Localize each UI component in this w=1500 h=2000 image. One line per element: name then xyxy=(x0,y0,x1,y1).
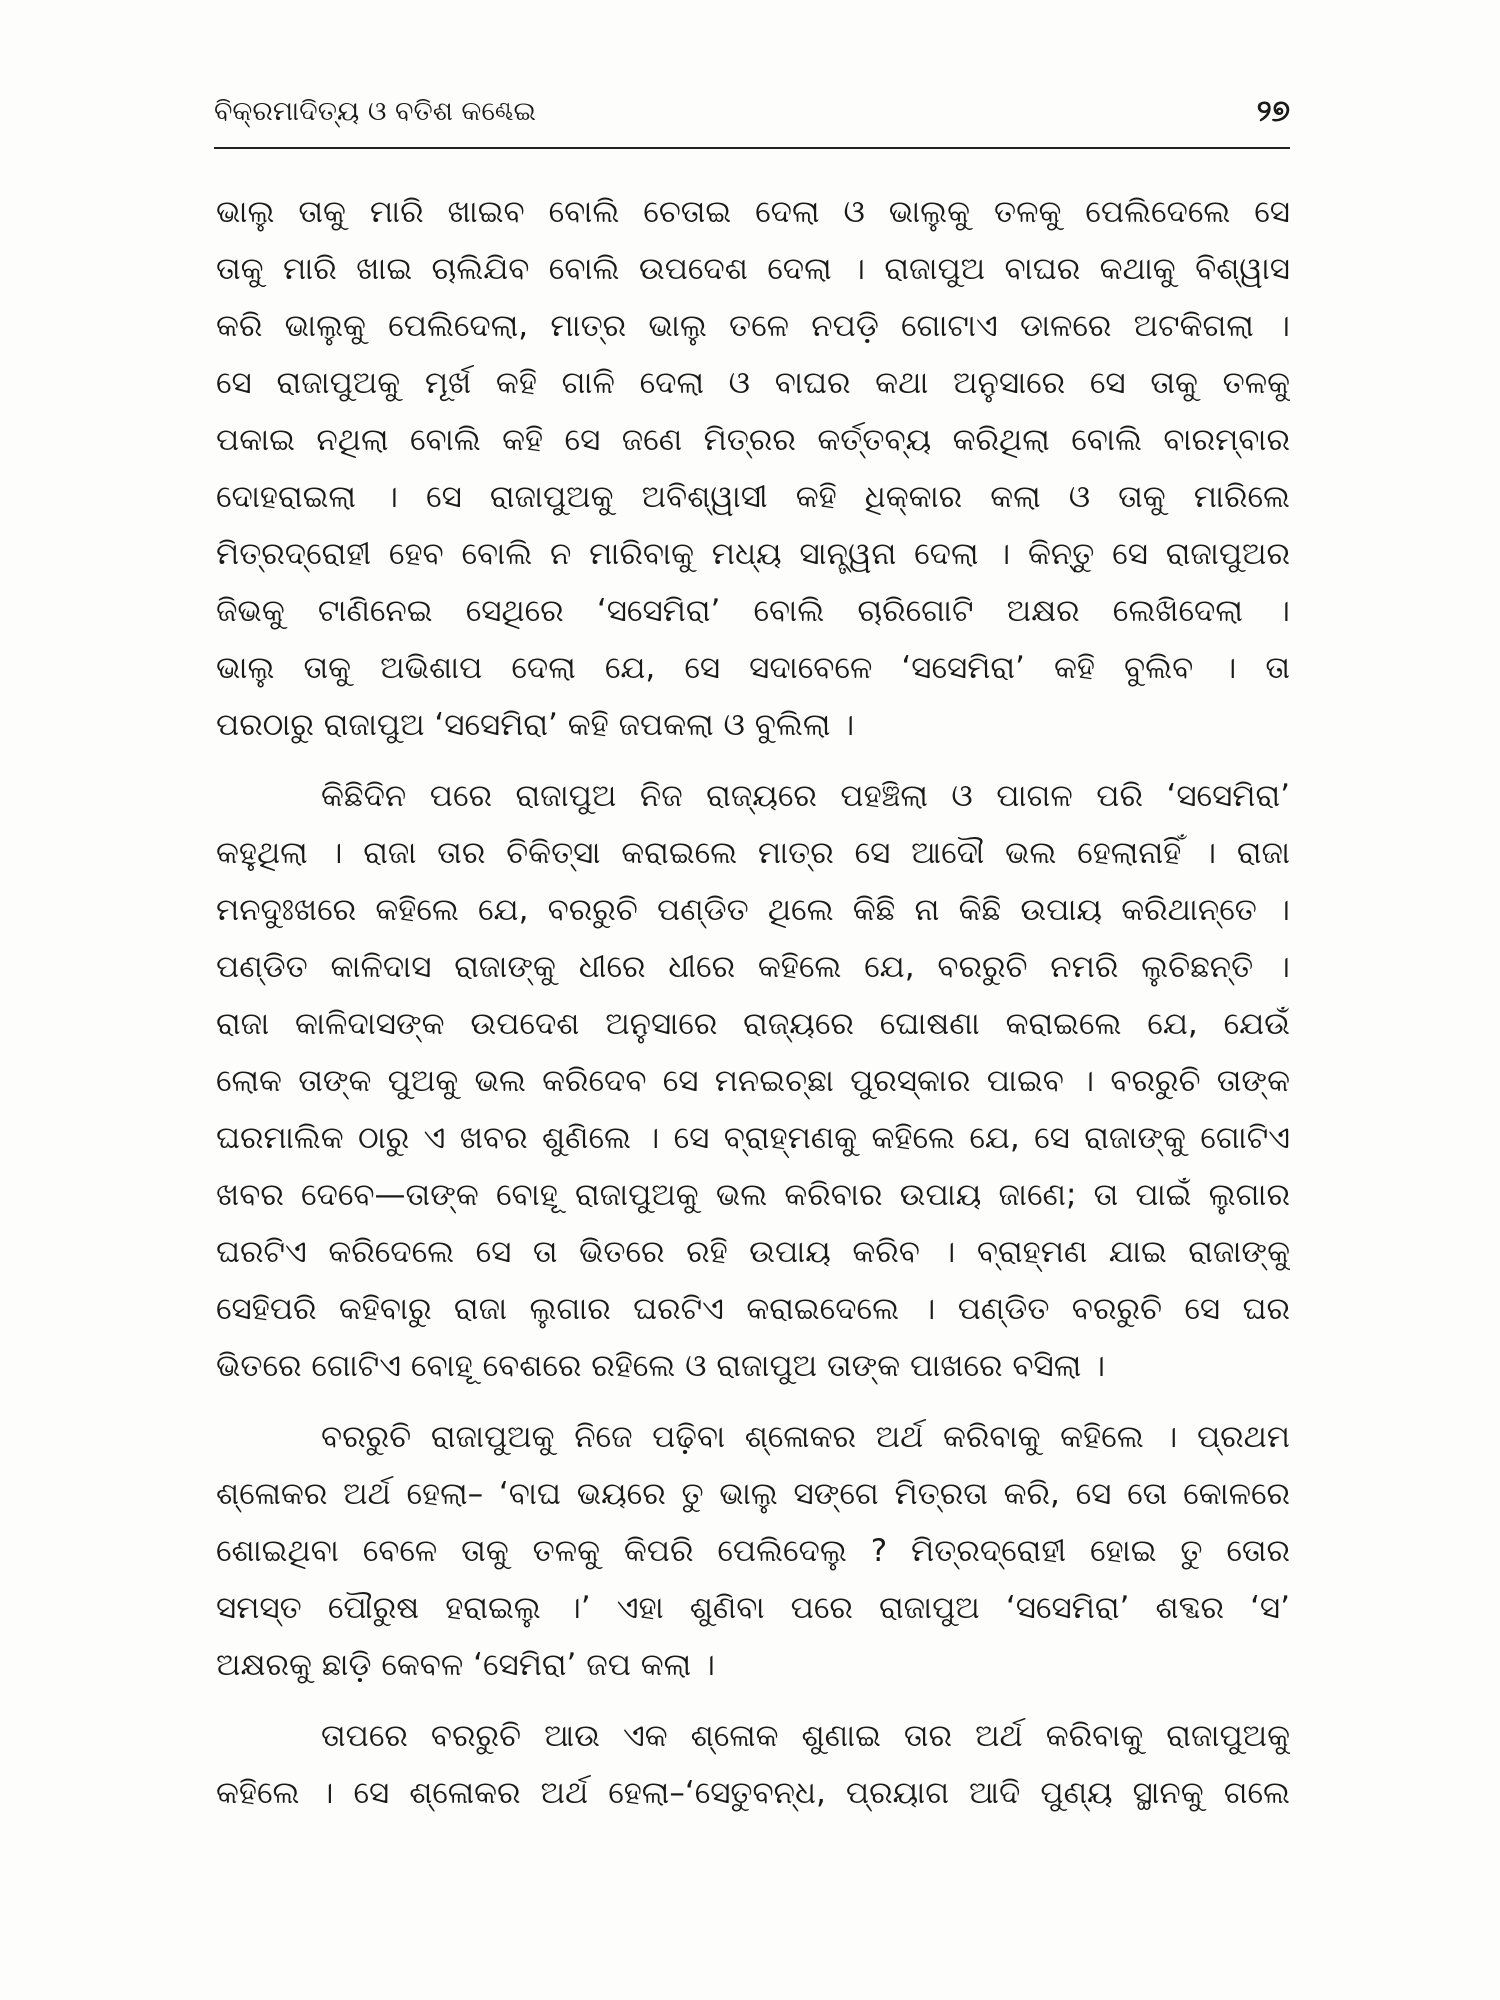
text-line: ଲୋକ ତାଙ୍କ ପୁଅକୁ ଭଲ କରିଦେବ ସେ ମନଇଚ୍ଛା ପୁରସ୍କାର ପାଇବ । ବରରୁଚି ତାଙ୍କ xyxy=(216,1063,1290,1099)
text-line: ବରରୁଚି ରାଜାପୁଅକୁ ନିଜେ ପଢ଼ିବା ଶ୍ଳୋକର ଅର୍ଥ କରିବାକୁ କହିଲେ । ପ୍ରଥମ xyxy=(321,1419,1290,1455)
text-line: ଅକ୍ଷରକୁ ଛାଡ଼ି କେବଳ ‘ସେମିରା’ ଜପ କଲା । xyxy=(216,1647,715,1683)
text-line: ତାପରେ ବରରୁଚି ଆଉ ଏକ ଶ୍ଳୋକ ଶୁଣାଇ ତାର ଅର୍ଥ କରିବାକୁ ରାଜାପୁଅକୁ xyxy=(321,1718,1290,1754)
running-title: ବିକ୍ରମାଦିତ୍ୟ ଓ ବତିଶ କଣ୍ଢେଇ xyxy=(214,96,537,127)
header-rule xyxy=(214,147,1290,149)
text-line: ଜିଭକୁ ଟାଣିନେଇ ସେଥିରେ ‘ସସେମିରା’ ବୋଲି ଚାରିଗୋଟି ଅକ୍ଷର ଲେଖିଦେଲା । xyxy=(216,593,1290,629)
text-line: ପକାଇ ନଥିଲା ବୋଲି କହି ସେ ଜଣେ ମିତ୍ରର କର୍ତ୍ତବ୍ୟ କରିଥିଲା ବୋଲି ବାରମ୍ବାର xyxy=(216,422,1290,458)
body-text xyxy=(216,184,1290,1836)
text-line: ପରଠାରୁ ରାଜାପୁଅ ‘ସସେମିରା’ କହି ଜପକଲା ଓ ବୁଲିଲା । xyxy=(216,707,855,743)
page-number: ୨୭ xyxy=(1256,94,1290,129)
text-line: କହିଲେ । ସେ ଶ୍ଳୋକର ଅର୍ଥ ହେଲା–‘ସେତୁବନ୍ଧ, ପ୍ରୟାଗ ଆଦି ପୁଣ୍ୟ ସ୍ଥାନକୁ ଗଲେ xyxy=(216,1775,1290,1811)
text-line: କହୁଥିଲା । ରାଜା ତାର ଚିକିତ୍ସା କରାଇଲେ ମାତ୍ର ସେ ଆଦୌ ଭଲ ହେଲାନାହିଁ । ରାଜା xyxy=(216,835,1290,871)
paragraph-2 xyxy=(216,768,1290,1395)
paragraph-3 xyxy=(216,1409,1290,1694)
text-line: ତାକୁ ମାରି ଖାଇ ଚାଲିଯିବ ବୋଲି ଉପଦେଶ ଦେଲା । ରାଜାପୁଅ ବାଘର କଥାକୁ ବିଶ୍ୱାସ xyxy=(216,251,1290,287)
page-header xyxy=(214,92,1290,140)
text-line: ଘରମାଲିକ ଠାରୁ ଏ ଖବର ଶୁଣିଲେ । ସେ ବ୍ରାହ୍ମଣକୁ କହିଲେ ଯେ, ସେ ରାଜାଙ୍କୁ ଗୋଟିଏ xyxy=(216,1120,1290,1156)
text-line: ଭାଲୁ ତାକୁ ମାରି ଖାଇବ ବୋଲି ଚେତାଇ ଦେଲା ଓ ଭାଲୁକୁ ତଳକୁ ପେଲିଦେଲେ ସେ xyxy=(216,194,1290,230)
text-line: ମିତ୍ରଦ୍ରୋହୀ ହେବ ବୋଲି ନ ମାରିବାକୁ ମଧ୍ୟ ସାନ୍ତ୍ୱନା ଦେଲା । କିନ୍ତୁ ସେ ରାଜାପୁଅର xyxy=(216,536,1290,572)
text-line: ମନଦୁଃଖରେ କହିଲେ ଯେ, ବରରୁଚି ପଣ୍ଡିତ ଥିଲେ କିଛି ନା କିଛି ଉପାୟ କରିଥାନ୍ତେ । xyxy=(216,892,1290,928)
text-line: କିଛିଦିନ ପରେ ରାଜାପୁଅ ନିଜ ରାଜ୍ୟରେ ପହଞ୍ଚିଲା ଓ ପାଗଳ ପରି ‘ସସେମିରା’ xyxy=(321,778,1290,814)
text-line: ଶ୍ଳୋକର ଅର୍ଥ ହେଲା– ‘ବାଘ ଭୟରେ ତୁ ଭାଲୁ ସଙ୍ଗେ ମିତ୍ରତା କରି, ସେ ତୋ କୋଳରେ xyxy=(216,1476,1290,1512)
text-line: ରାଜା କାଳିଦାସଙ୍କ ଉପଦେଶ ଅନୁସାରେ ରାଜ୍ୟରେ ଘୋଷଣା କରାଇଲେ ଯେ, ଯେଉଁ xyxy=(216,1006,1290,1042)
text-line: ଶୋଇଥିବା ବେଳେ ତାକୁ ତଳକୁ କିପରି ପେଲିଦେଲୁ ? ମିତ୍ରଦ୍ରୋହୀ ହୋଇ ତୁ ତୋର xyxy=(216,1533,1290,1569)
text-line: ସେହିପରି କହିବାରୁ ରାଜା ଲୁଗାର ଘରଟିଏ କରାଇଦେଲେ । ପଣ୍ଡିତ ବରରୁଚି ସେ ଘର xyxy=(216,1291,1290,1327)
text-line: ସେ ରାଜାପୁଅକୁ ମୂର୍ଖ କହି ଗାଳି ଦେଲା ଓ ବାଘର କଥା ଅନୁସାରେ ସେ ତାକୁ ତଳକୁ xyxy=(216,365,1290,401)
text-line: ଭିତରେ ଗୋଟିଏ ବୋହୂ ବେଶରେ ରହିଲେ ଓ ରାଜାପୁଅ ତାଙ୍କ ପାଖରେ ବସିଲା । xyxy=(216,1348,1106,1384)
text-line: ଖବର ଦେବେ—ତାଙ୍କ ବୋହୂ ରାଜାପୁଅକୁ ଭଲ କରିବାର ଉପାୟ ଜାଣେ; ତା ପାଇଁ ଲୁଗାର xyxy=(216,1177,1290,1213)
text-line: ସମସ୍ତ ପୌରୁଷ ହରାଇଲୁ ।’ ଏହା ଶୁଣିବା ପରେ ରାଜାପୁଅ ‘ସସେମିରା’ ଶବ୍ଦର ‘ସ’ xyxy=(216,1590,1290,1626)
text-line: କରି ଭାଲୁକୁ ପେଲିଦେଲା, ମାତ୍ର ଭାଲୁ ତଳେ ନପଡ଼ି ଗୋଟାଏ ଡାଳରେ ଅଟକିଗଲା । xyxy=(216,308,1290,344)
text-line: ଘରଟିଏ କରିଦେଲେ ସେ ତା ଭିତରେ ରହି ଉପାୟ କରିବ । ବ୍ରାହ୍ମଣ ଯାଇ ରାଜାଙ୍କୁ xyxy=(216,1234,1290,1270)
text-line: ଦୋହରାଇଲା । ସେ ରାଜାପୁଅକୁ ଅବିଶ୍ୱାସୀ କହି ଧିକ୍କାର କଲା ଓ ତାକୁ ମାରିଲେ xyxy=(216,479,1290,515)
paragraph-1 xyxy=(216,184,1290,754)
text-line: ଭାଲୁ ତାକୁ ଅଭିଶାପ ଦେଲା ଯେ, ସେ ସଦାବେଳେ ‘ସସେମିରା’ କହି ବୁଲିବ । ତା xyxy=(216,650,1290,686)
text-line: ପଣ୍ଡିତ କାଳିଦାସ ରାଜାଙ୍କୁ ଧୀରେ ଧୀରେ କହିଲେ ଯେ, ବରରୁଚି ନମରି ଲୁଚିଛନ୍ତି । xyxy=(216,949,1290,985)
paragraph-4 xyxy=(216,1708,1290,1822)
